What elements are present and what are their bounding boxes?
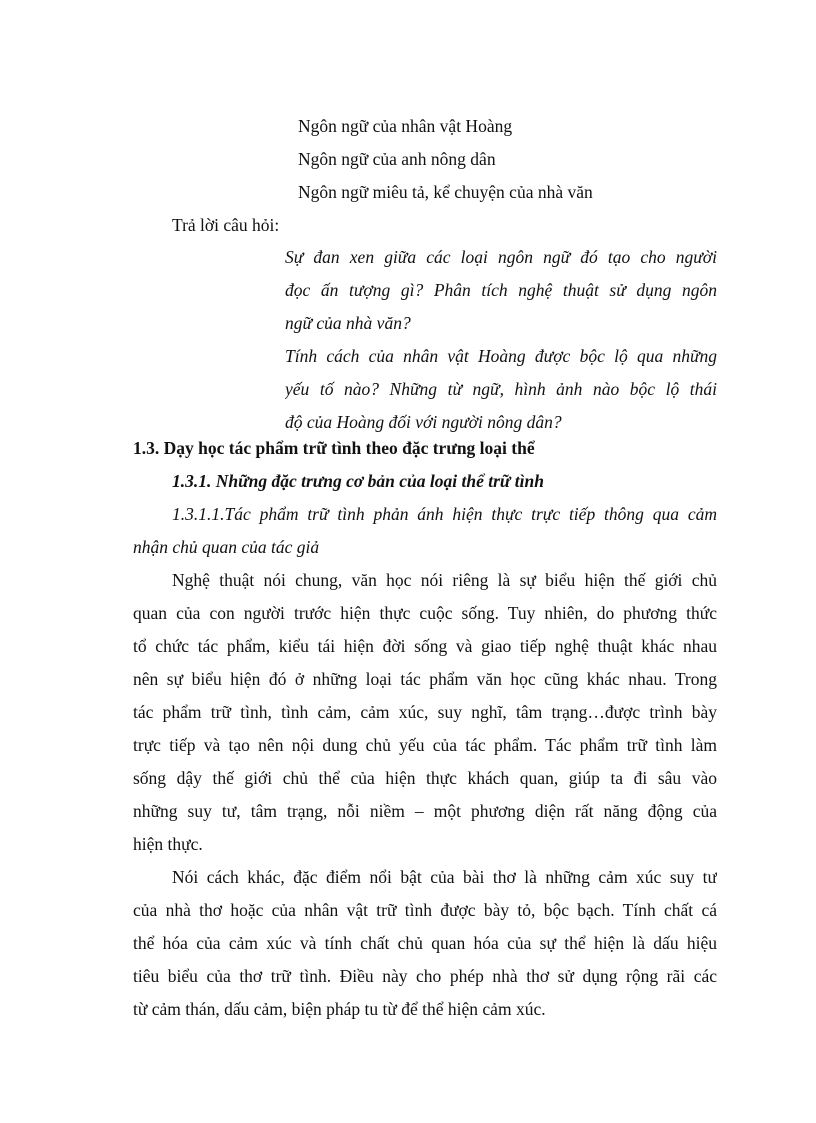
subsubsection-heading: 1.3.1.1.Tác phẩm trữ tình phản ánh hiện thực trực tiếp thông qua cảm xyxy=(172,504,717,524)
subsubsection-heading: nhận chủ quan của tác giả xyxy=(133,537,320,557)
paragraph-line: Nghệ thuật nói chung, văn học nói riêng là sự biểu hiện thế giới chủ xyxy=(172,570,717,590)
answer-label: Trả lời câu hỏi: xyxy=(172,215,280,235)
paragraph-line: tổ chức tác phẩm, kiểu tái hiện đời sống và giao tiếp nghệ thuật khác nhau xyxy=(133,636,717,656)
paragraph-line: những suy tư, tâm trạng, nỗi niềm – một phương diện rất năng động của xyxy=(133,801,717,821)
paragraph-line: sống dậy thế giới chủ thể của hiện thực khách quan, giúp ta đi sâu vào xyxy=(133,768,717,788)
section-heading: 1.3. Dạy học tác phẩm trữ tình theo đặc trưng loại thể xyxy=(133,438,535,458)
paragraph-line: hiện thực. xyxy=(133,834,203,854)
paragraph-line: từ cảm thán, dấu cảm, biện pháp tu từ để thể hiện cảm xúc. xyxy=(133,999,546,1019)
list-item: Ngôn ngữ miêu tả, kể chuyện của nhà văn xyxy=(298,182,593,202)
paragraph-line: của nhà thơ hoặc của nhân vật trữ tình được bày tỏ, bộc bạch. Tính chất cá xyxy=(133,900,717,920)
paragraph-line: tiêu biểu của thơ trữ tình. Điều này cho phép nhà thơ sử dụng rộng rãi các xyxy=(133,966,717,986)
list-item: Ngôn ngữ của nhân vật Hoàng xyxy=(298,116,513,136)
paragraph-line: nên sự biểu hiện đó ở những loại tác phẩm văn học cũng khác nhau. Trong xyxy=(133,669,717,689)
question-line: Sự đan xen giữa các loại ngôn ngữ đó tạo cho người xyxy=(285,247,717,267)
paragraph-line: thể hóa của cảm xúc và tính chất chủ quan hóa của sự thể hiện là dấu hiệu xyxy=(133,933,717,953)
subsection-heading: 1.3.1. Những đặc trưng cơ bản của loại thể trữ tình xyxy=(172,471,544,491)
question-line: Tính cách của nhân vật Hoàng được bộc lộ qua những xyxy=(285,346,717,366)
question-line: ngữ của nhà văn? xyxy=(285,313,411,333)
paragraph-line: tác phẩm trữ tình, tình cảm, cảm xúc, suy nghĩ, tâm trạng…được trình bày xyxy=(133,702,717,722)
list-item: Ngôn ngữ của anh nông dân xyxy=(298,149,496,169)
paragraph-line: quan của con người trước hiện thực cuộc sống. Tuy nhiên, do phương thức xyxy=(133,603,717,623)
paragraph-line: trực tiếp và tạo nên nội dung chủ yếu của tác phẩm. Tác phẩm trữ tình làm xyxy=(133,735,717,755)
paragraph-line: Nói cách khác, đặc điểm nổi bật của bài thơ là những cảm xúc suy tư xyxy=(172,867,717,887)
question-line: yếu tố nào? Những từ ngữ, hình ảnh nào bộc lộ thái xyxy=(285,379,717,399)
question-line: đọc ấn tượng gì? Phân tích nghệ thuật sử dụng ngôn xyxy=(285,280,717,300)
question-line: độ của Hoàng đối với người nông dân? xyxy=(285,412,562,432)
